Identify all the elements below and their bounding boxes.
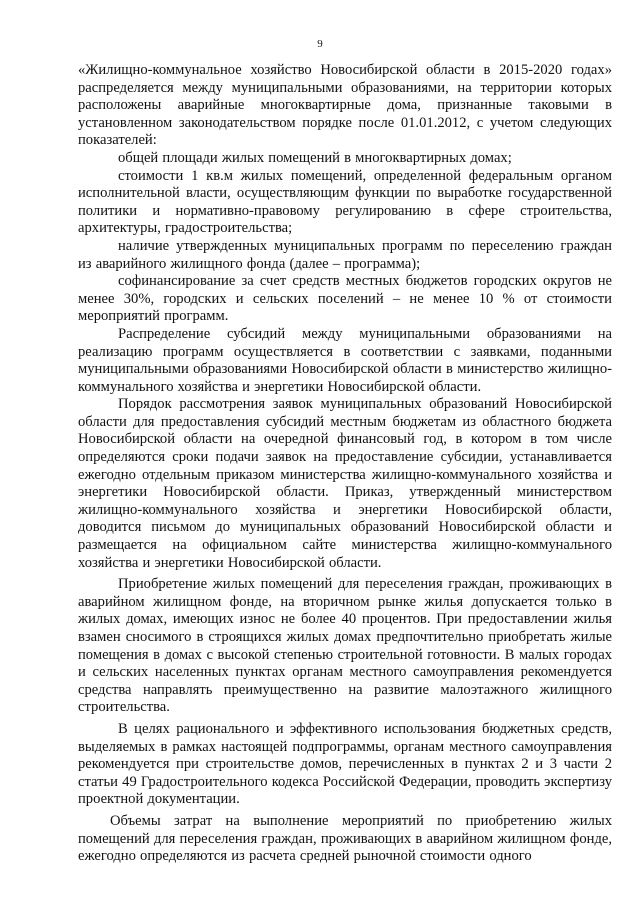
paragraph-housing-acquisition: Приобретение жилых помещений для переселения граждан, проживающих в аварийном жилищном фонде, на вторичном рынке жилья допускается только в жилых домах, имеющих износ не более 40 процентов. При предоставлении жилья взамен сносимого в строящихся жилых домах предпочтительно приобретать жилые помещения в домах с высокой степенью строительной готовности. В малых городах и сельских населенных пунктах органам местного самоуправления рекомендуется средства направлять преимущественно на развитие малоэтажного жилищного строительства.	[78, 576, 612, 716]
paragraph-indicator-programs: наличие утвержденных муниципальных программ по переселению граждан из аварийного жилищного фонда (далее – программа);	[78, 237, 612, 272]
paragraph-cost-volumes: Объемы затрат на выполнение мероприятий по приобретению жилых помещений для переселения граждан, проживающих в аварийном жилищном фонде, ежегодно определяются из расчета средней рыночной стоимости одного	[78, 812, 612, 865]
paragraph-indicator-cofinancing: софинансирование за счет средств местных бюджетов городских округов не менее 30%, городских и сельских поселений – не менее 10 % от стоимости мероприятий программ.	[78, 273, 612, 325]
paragraph-application-procedure: Порядок рассмотрения заявок муниципальных образований Новосибирской области для предоставления субсидий местным бюджетам из областного бюджета Новосибирской области на очередной финансовый год, в котором в том числе определяются сроки подачи заявок на предоставление субсидии, устанавливается ежегодно отдельным приказом министерства жилищно-коммунального хозяйства и энергетики Новосибирской области. Приказ, утвержденный министерством жилищно-коммунального хозяйства и энергетики Новосибирской области, доводится письмом до муниципальных образований Новосибирской области и размещается на официальном сайте министерства жилищно-коммунального хозяйства и энергетики Новосибирской области.	[78, 396, 612, 571]
paragraph-budget-efficiency: В целях рационального и эффективного использования бюджетных средств, выделяемых в рамках настоящей подпрограммы, органам местного самоуправления рекомендуется при строительстве домов, перечисленных в пунктах 2 и 3 части 2 статьи 49 Градостроительного кодекса Российской Федерации, проводить экспертизу проектной документации.	[78, 720, 612, 808]
paragraph-program-intro: «Жилищно-коммунальное хозяйство Новосибирской области в 2015-2020 годах» распределяется между муниципальными образованиями, на территории которых расположены аварийные многоквартирные дома, признанные таковыми в установленном законодательством порядке после 01.01.2012, с учетом следующих показателей:	[78, 62, 612, 149]
document-body	[78, 62, 612, 866]
page-number: 9	[317, 38, 323, 50]
paragraph-indicator-cost: стоимости 1 кв.м жилых помещений, определенной федеральным органом исполнительной власти, осуществляющим функции по выработке государственной политики и нормативно-правовому регулированию в сфере строительства, архитектуры, градостроительства;	[78, 167, 612, 237]
paragraph-indicator-area: общей площади жилых помещений в многоквартирных домах;	[118, 149, 512, 166]
paragraph-distribution: Распределение субсидий между муниципальными образованиями на реализацию программ осуществляется в соответствии с заявками, поданными муниципальными образованиями Новосибирской области в министерство жилищно-коммунального хозяйства и энергетики Новосибирской области.	[78, 325, 612, 395]
